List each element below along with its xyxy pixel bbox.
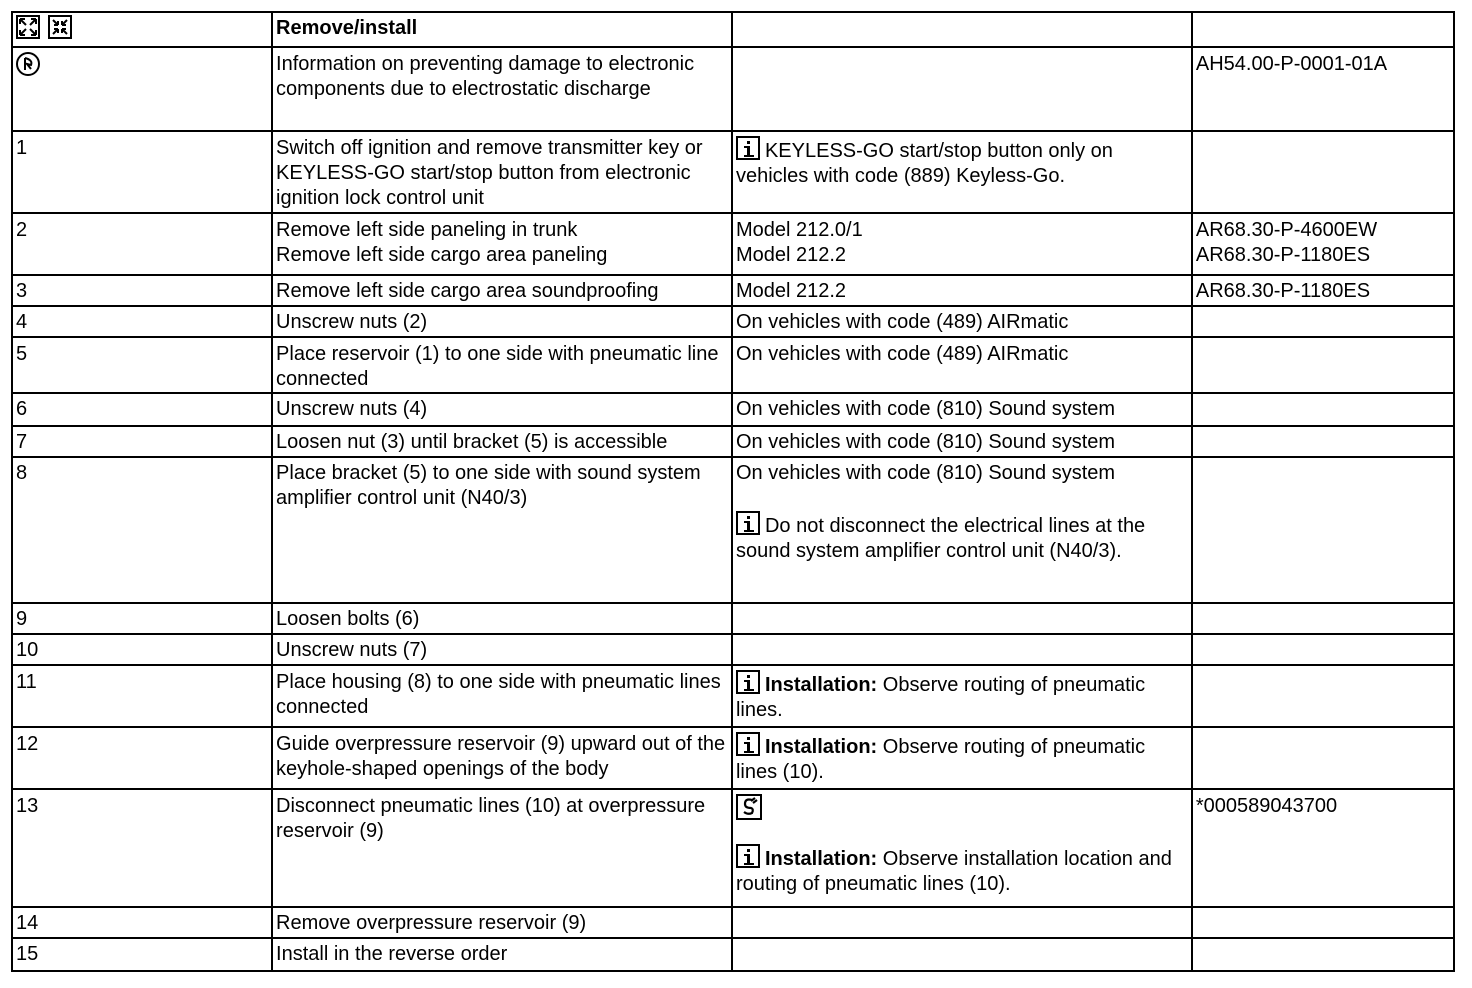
step-text: Loosen nut (3) until bracket (5) is accessible (276, 431, 668, 453)
step-text: Place housing (8) to one side with pneumatic lines connected (276, 671, 721, 718)
step-number: 8 (12, 457, 272, 603)
info-icon (736, 732, 760, 756)
esd-warning-icon (16, 52, 40, 76)
info-icon (736, 670, 760, 694)
step-notes (732, 213, 1192, 275)
step-reference (1192, 789, 1454, 907)
step-description (272, 457, 732, 603)
model-note: On vehicles with code (489) AIRmatic (735, 343, 1069, 365)
step-reference (1192, 275, 1454, 306)
info-icon (736, 511, 760, 535)
model-note: Model 212.2 (735, 244, 847, 266)
header-row (12, 12, 1454, 47)
step-number: 6 (12, 393, 272, 426)
step-notes (732, 789, 1192, 907)
step-notes (732, 938, 1192, 971)
info-note (736, 844, 1187, 897)
model-note: On vehicles with code (810) Sound system (735, 431, 1116, 453)
step-notes (732, 337, 1192, 393)
step-notes (732, 457, 1192, 603)
esd-reference-link[interactable]: AH54.00-P-0001-01A (1192, 47, 1454, 131)
collapse-icon[interactable] (48, 15, 72, 39)
step-reference (1192, 457, 1454, 603)
note-text: Observe installation location and routing of pneumatic lines (10). (735, 848, 1172, 895)
info-note (736, 732, 1187, 785)
step-text: Unscrew nuts (7) (276, 639, 428, 661)
step-notes (732, 131, 1192, 213)
model-note: Model 212.0/1 (735, 219, 863, 241)
step-text: Switch off ignition and remove transmitter key or KEYLESS-GO start/stop button from electronic ignition lock control unit (276, 137, 703, 209)
table-row (12, 275, 1454, 306)
step-notes (732, 665, 1192, 727)
step-text: Install in the reverse order (276, 943, 508, 965)
step-text: Remove left side cargo area paneling (276, 244, 608, 266)
step-description (272, 275, 732, 306)
step-notes (732, 393, 1192, 426)
expand-icon[interactable] (16, 15, 40, 39)
table-row (12, 665, 1454, 727)
info-note (736, 670, 1187, 723)
step-text: Remove overpressure reservoir (9) (276, 912, 587, 934)
reference-link[interactable]: AR68.30-P-4600EW (1195, 219, 1378, 241)
step-description (272, 131, 732, 213)
table-row (12, 457, 1454, 603)
table-row (12, 603, 1454, 634)
note-label: Installation: (764, 736, 878, 758)
info-note (736, 136, 1187, 189)
note-label: Installation: (764, 848, 878, 870)
step-text: Guide overpressure reservoir (9) upward out of the keyhole-shaped openings of the body (276, 733, 726, 780)
step-description (272, 665, 732, 727)
info-note (736, 511, 1187, 564)
table-row (12, 426, 1454, 457)
step-reference (1192, 665, 1454, 727)
step-text: Remove left side paneling in trunk (276, 219, 578, 241)
step-text: Loosen bolts (6) (276, 608, 420, 630)
step-number: 12 (12, 727, 272, 789)
table-row (12, 907, 1454, 938)
step-notes (732, 275, 1192, 306)
table-row (12, 213, 1454, 275)
step-description (272, 337, 732, 393)
info-icon (736, 136, 760, 160)
table-row (12, 938, 1454, 971)
step-description (272, 789, 732, 907)
reference-link[interactable]: AR68.30-P-1180ES (1195, 280, 1371, 302)
header-icons-cell (12, 12, 272, 47)
step-reference (1192, 426, 1454, 457)
model-note: Model 212.2 (735, 280, 847, 302)
step-number: 9 (12, 603, 272, 634)
step-description (272, 907, 732, 938)
reference-link[interactable]: AR68.30-P-1180ES (1195, 244, 1371, 266)
step-number: 1 (12, 131, 272, 213)
step-notes (732, 727, 1192, 789)
esd-row (12, 47, 1454, 131)
procedure-table (11, 11, 1455, 972)
step-reference (1192, 907, 1454, 938)
header-title: Remove/install (272, 12, 732, 47)
step-reference (1192, 634, 1454, 665)
esd-text: Information on preventing damage to electronic components due to electrostatic discharge (272, 47, 732, 131)
step-notes (732, 306, 1192, 337)
step-text: Remove left side cargo area soundproofing (276, 280, 659, 302)
step-description (272, 393, 732, 426)
step-number: 11 (12, 665, 272, 727)
step-number: 10 (12, 634, 272, 665)
model-note: On vehicles with code (489) AIRmatic (735, 311, 1069, 333)
step-reference (1192, 938, 1454, 971)
model-note: On vehicles with code (810) Sound system (735, 462, 1116, 484)
step-description (272, 603, 732, 634)
step-description (272, 213, 732, 275)
table-row (12, 337, 1454, 393)
table-row (12, 634, 1454, 665)
note-text: Observe routing of pneumatic lines (10). (735, 736, 1146, 783)
step-reference (1192, 337, 1454, 393)
step-number: 7 (12, 426, 272, 457)
table-row (12, 789, 1454, 907)
step-reference (1192, 393, 1454, 426)
info-icon (736, 844, 760, 868)
step-reference (1192, 727, 1454, 789)
step-description (272, 426, 732, 457)
note-label: Installation: (764, 674, 878, 696)
table-row (12, 393, 1454, 426)
step-text: Disconnect pneumatic lines (10) at overpressure reservoir (9) (276, 795, 706, 842)
step-number: 14 (12, 907, 272, 938)
step-notes (732, 907, 1192, 938)
table-row (12, 131, 1454, 213)
step-number: 5 (12, 337, 272, 393)
note-text: Observe routing of pneumatic lines. (735, 674, 1146, 721)
step-text: Place bracket (5) to one side with sound system amplifier control unit (N40/3) (276, 462, 701, 509)
step-description (272, 938, 732, 971)
step-text: Unscrew nuts (4) (276, 398, 428, 420)
step-number: 13 (12, 789, 272, 907)
note-text: Do not disconnect the electrical lines at the sound system amplifier control unit (N40/3). (735, 515, 1146, 562)
step-notes (732, 634, 1192, 665)
step-number: 2 (12, 213, 272, 275)
step-number: 3 (12, 275, 272, 306)
step-description (272, 634, 732, 665)
step-reference (1192, 131, 1454, 213)
step-text: Unscrew nuts (2) (276, 311, 428, 333)
table-row (12, 306, 1454, 337)
reference-link[interactable]: *000589043700 (1195, 795, 1338, 817)
step-description (272, 306, 732, 337)
step-text: Place reservoir (1) to one side with pneumatic line connected (276, 343, 719, 390)
step-reference (1192, 306, 1454, 337)
table-row (12, 727, 1454, 789)
step-notes (732, 426, 1192, 457)
note-text: KEYLESS-GO start/stop button only on vehicles with code (889) Keyless-Go. (735, 140, 1113, 187)
step-number: 4 (12, 306, 272, 337)
step-number: 15 (12, 938, 272, 971)
special-tool-icon[interactable] (736, 794, 1187, 819)
model-note: On vehicles with code (810) Sound system (735, 398, 1116, 420)
step-description (272, 727, 732, 789)
step-reference (1192, 213, 1454, 275)
step-reference (1192, 603, 1454, 634)
step-notes (732, 603, 1192, 634)
